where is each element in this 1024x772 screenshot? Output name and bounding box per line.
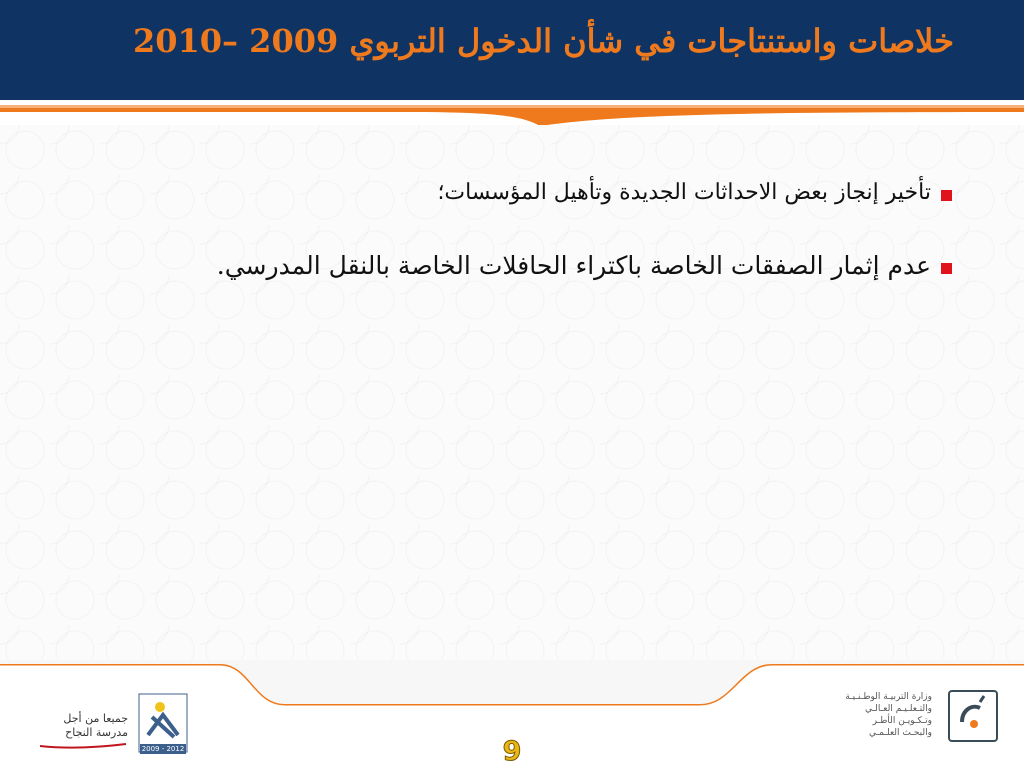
bullet-item <box>217 180 952 205</box>
bullet-text: عدم إثمار الصفقات الخاصة باكتراء الحافلات الخاصة بالنقل المدرسي. <box>216 251 931 280</box>
ministry-line: والبحـث العلـمـي <box>869 728 932 738</box>
slogan-text <box>38 712 128 754</box>
page-number: 9 <box>502 736 522 767</box>
bullet-item <box>217 251 952 280</box>
ministry-line: وتـكـويـن الأطـر <box>872 716 932 726</box>
plan-logo-label: 2009 - 2012 <box>141 745 185 753</box>
slogan-underline-icon <box>38 742 128 750</box>
ministry-emblem-icon <box>950 692 996 740</box>
ministry-line: وزارة التربيـة الوطـنـيـة <box>845 692 932 702</box>
header-orange-swoosh <box>0 100 1024 128</box>
slogan-line: مدرسة النجاح <box>65 726 128 739</box>
ministry-name <box>760 691 932 739</box>
slide-header <box>0 0 1024 100</box>
bullet-square-icon <box>941 190 952 201</box>
bullet-square-icon <box>941 263 952 274</box>
slogan-line: جميعا من أجل <box>63 712 128 725</box>
header-accent-band <box>0 100 1024 128</box>
ministry-line: والتـعلـيـم العـالـي <box>865 704 932 714</box>
slide-title: خلاصات واستنتاجات في شأن الدخول التربوي 2009 –2010 <box>132 22 954 60</box>
bullet-text: تأخير إنجاز بعض الاحداثات الجديدة وتأهيل المؤسسات؛ <box>437 180 931 205</box>
bullet-list <box>217 180 952 326</box>
ministry-logo <box>948 690 998 742</box>
